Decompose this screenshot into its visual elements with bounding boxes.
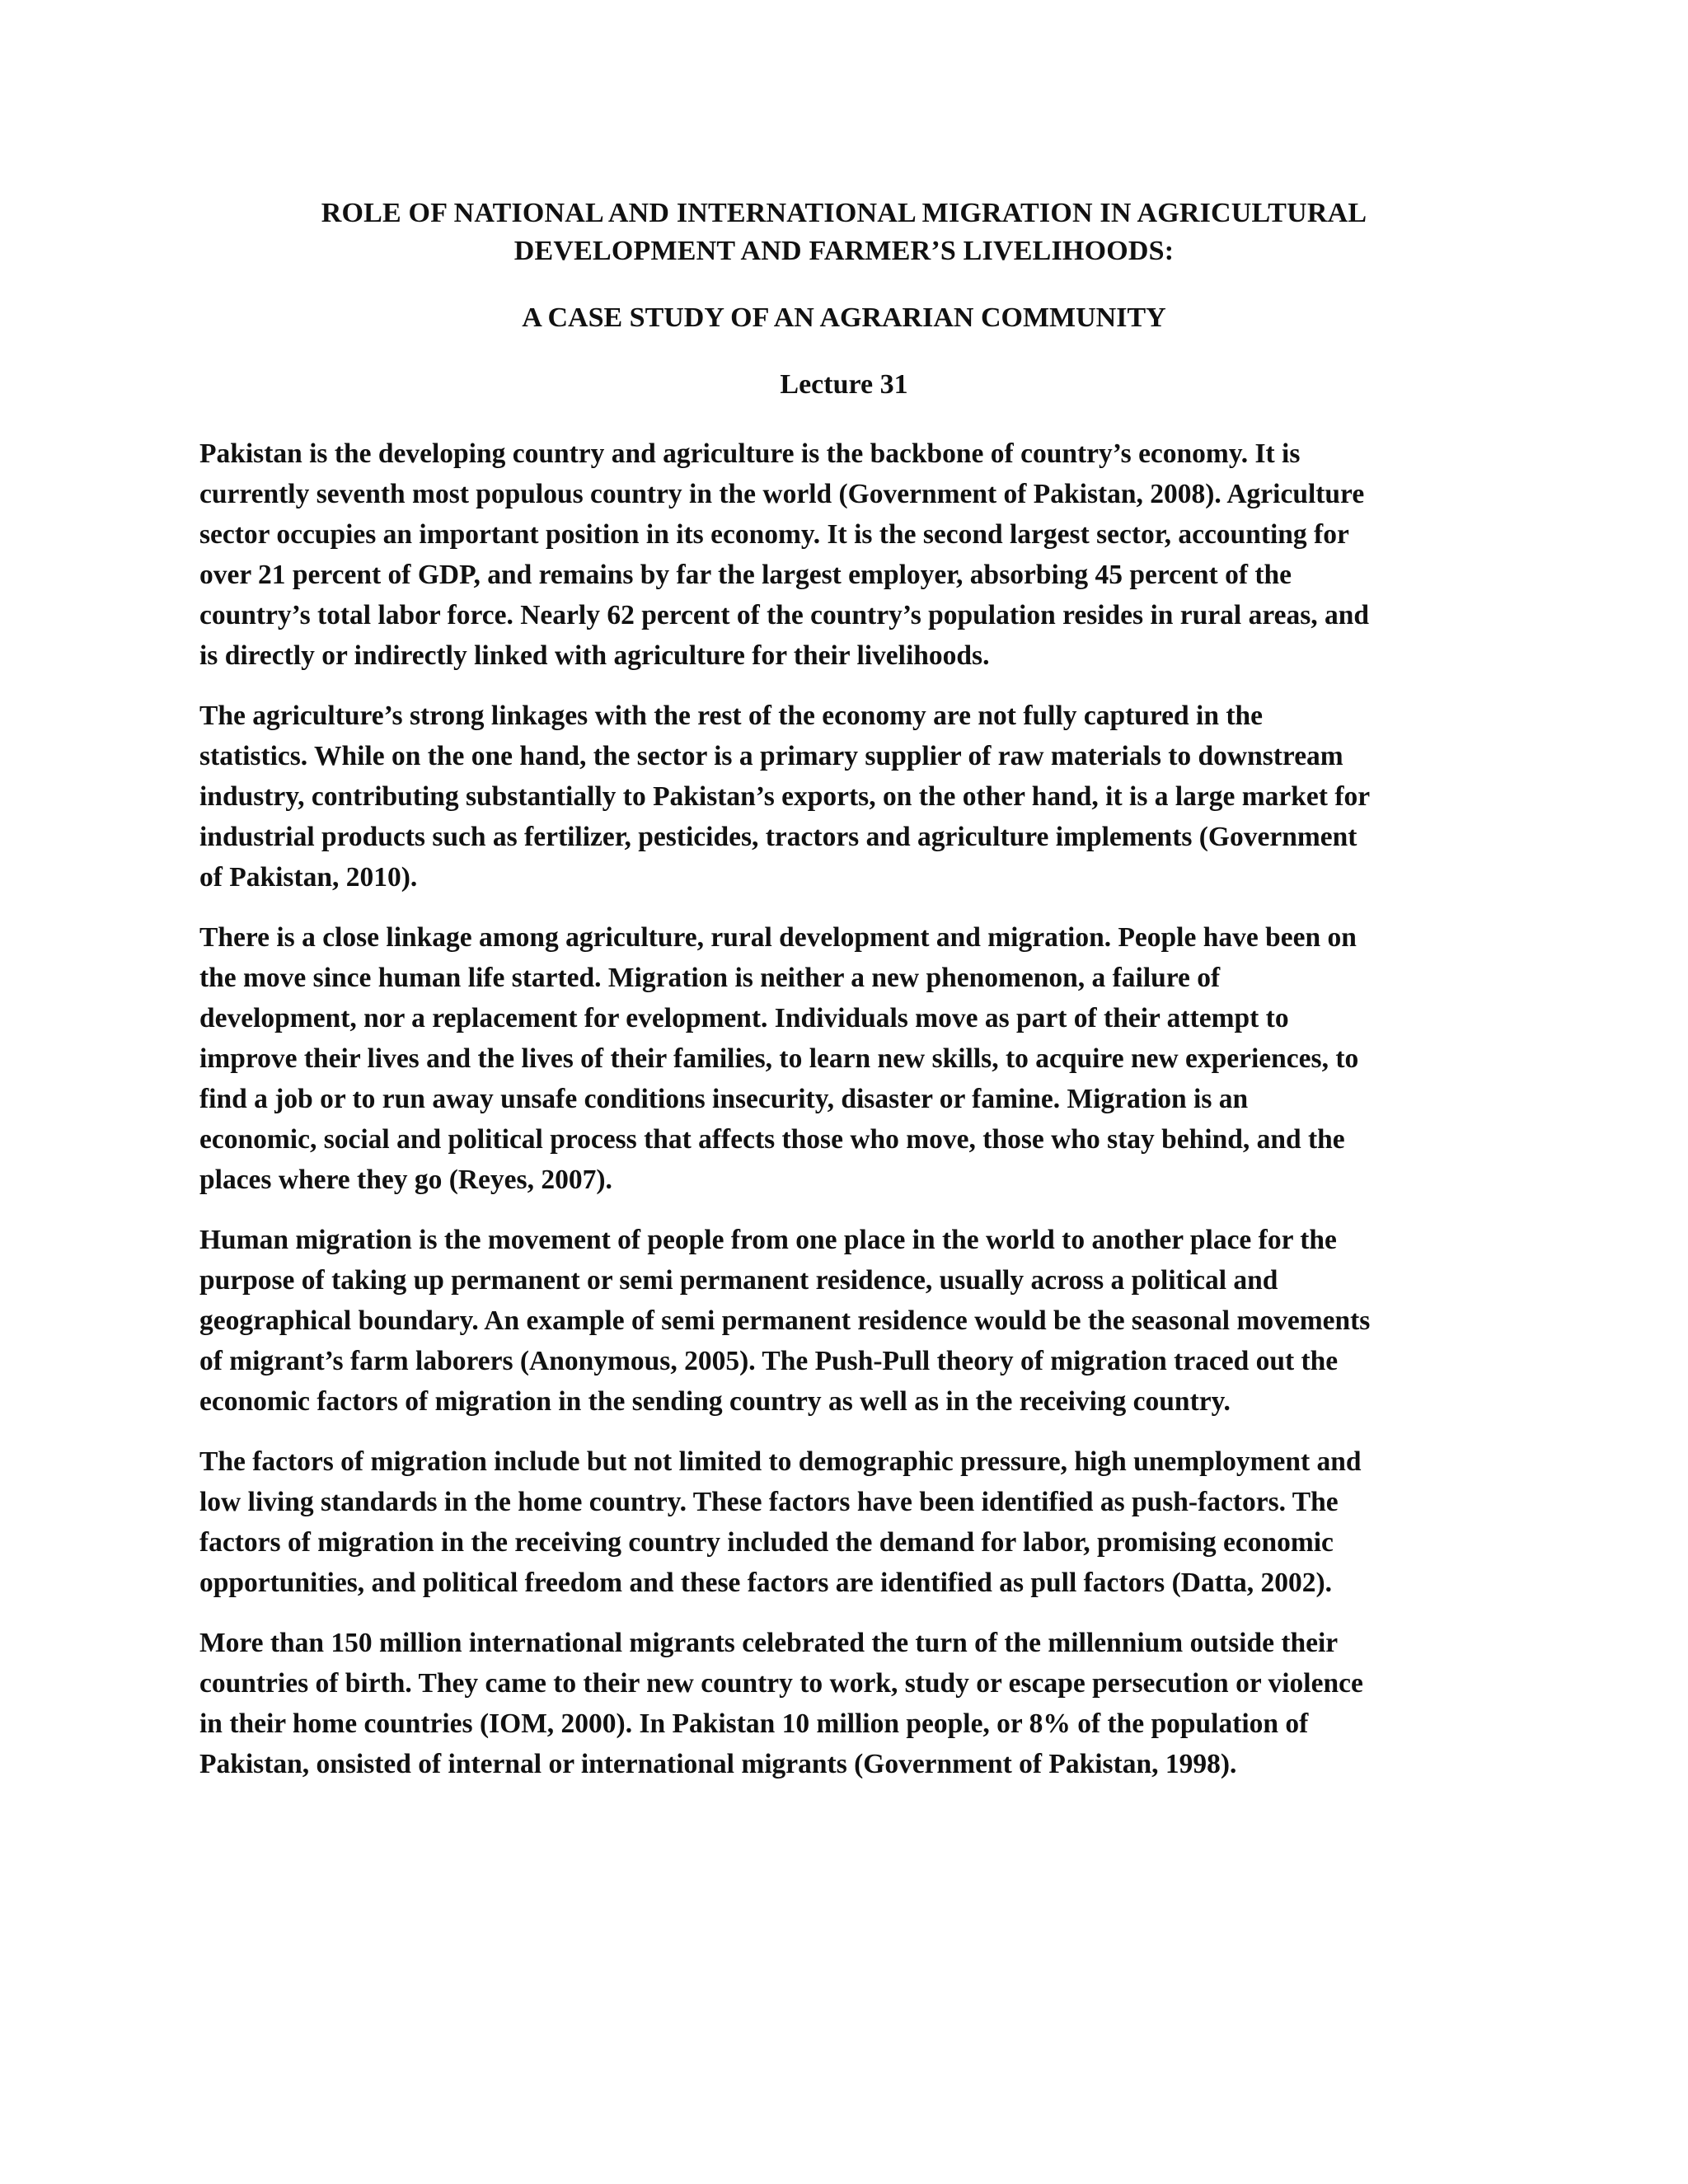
paragraph-5 — [199, 1441, 1485, 1603]
paragraph-line: countries of birth. They came to their new country to work, study or escape persecution or violence — [199, 1668, 1363, 1699]
paragraph-1 — [199, 434, 1485, 676]
paragraph-line: industry, contributing substantially to Pakistan’s exports, on the other hand, it is a large market for — [199, 781, 1371, 812]
paragraph-line: Pakistan is the developing country and agriculture is the backbone of country’s economy. It is — [199, 438, 1301, 469]
paragraph-line: sector occupies an important position in its economy. It is the second largest sector, accounting for — [199, 519, 1349, 550]
paragraph-line: in their home countries (IOM, 2000). In Pakistan 10 million people, or 8% of the population of — [199, 1708, 1309, 1739]
paragraph-line: purpose of taking up permanent or semi permanent residence, usually across a political and — [199, 1265, 1278, 1296]
paragraph-2 — [199, 696, 1485, 898]
paragraph-line: Human migration is the movement of people from one place in the world to another place for the — [199, 1225, 1337, 1255]
paragraph-line: places where they go (Reyes, 2007). — [199, 1165, 612, 1195]
document-body — [199, 434, 1485, 1804]
paragraph-line: There is a close linkage among agriculture, rural development and migration. People have been on — [199, 922, 1357, 953]
paragraph-line: development, nor a replacement for evelopment. Individuals move as part of their attempt to — [199, 1003, 1289, 1033]
paragraph-line: of migrant’s farm laborers (Anonymous, 2005). The Push-Pull theory of migration traced out the — [199, 1346, 1339, 1376]
document-title-line-1: ROLE OF NATIONAL AND INTERNATIONAL MIGRATION IN AGRICULTURAL — [321, 198, 1367, 228]
paragraph-line: currently seventh most populous country in the world (Government of Pakistan, 2008). Agriculture — [199, 479, 1365, 509]
paragraph-line: economic, social and political process that affects those who move, those who stay behind, and the — [199, 1124, 1345, 1155]
paragraph-line: More than 150 million international migrants celebrated the turn of the millennium outside their — [199, 1628, 1339, 1658]
document-title-line-2: DEVELOPMENT AND FARMER’S LIVELIHOODS: — [513, 236, 1175, 266]
paragraph-line: the move since human life started. Migration is neither a new phenomenon, a failure of — [199, 963, 1221, 993]
paragraph-line: geographical boundary. An example of semi permanent residence would be the seasonal movements — [199, 1305, 1371, 1336]
paragraph-line: country’s total labor force. Nearly 62 percent of the country’s population resides in rural areas, and — [199, 600, 1370, 630]
paragraph-line: statistics. While on the one hand, the sector is a primary supplier of raw materials to downstream — [199, 741, 1343, 771]
title-block — [198, 194, 1490, 404]
paragraph-line: Pakistan, onsisted of internal or international migrants (Government of Pakistan, 1998). — [199, 1749, 1237, 1779]
paragraph-line: over 21 percent of GDP, and remains by far the largest employer, absorbing 45 percent of the — [199, 560, 1292, 590]
lecture-heading: Lecture 31 — [780, 369, 908, 400]
paragraph-line: industrial products such as fertilizer, pesticides, tractors and agriculture implements (Government — [199, 822, 1357, 852]
paragraph-line: improve their lives and the lives of their families, to learn new skills, to acquire new experiences, to — [199, 1043, 1359, 1074]
paragraph-3 — [199, 917, 1485, 1200]
paragraph-line: economic factors of migration in the sending country as well as in the receiving country. — [199, 1386, 1231, 1417]
paragraph-line: low living standards in the home country. These factors have been identified as push-factors. The — [199, 1487, 1339, 1517]
document-subtitle: A CASE STUDY OF AN AGRARIAN COMMUNITY — [522, 302, 1166, 333]
paragraph-line: is directly or indirectly linked with agriculture for their livelihoods. — [199, 640, 990, 671]
paragraph-4 — [199, 1220, 1485, 1422]
paragraph-line: find a job or to run away unsafe conditions insecurity, disaster or famine. Migration is an — [199, 1084, 1249, 1114]
paragraph-line: opportunities, and political freedom and these factors are identified as pull factors (Datta, 2002). — [199, 1568, 1333, 1598]
paragraph-6 — [199, 1623, 1485, 1784]
paragraph-line: The agriculture’s strong linkages with the rest of the economy are not fully captured in the — [199, 701, 1264, 731]
paragraph-line: The factors of migration include but not limited to demographic pressure, high unemployment and — [199, 1446, 1362, 1477]
paragraph-line: of Pakistan, 2010). — [199, 862, 418, 893]
paragraph-line: factors of migration in the receiving country included the demand for labor, promising economic — [199, 1527, 1334, 1558]
